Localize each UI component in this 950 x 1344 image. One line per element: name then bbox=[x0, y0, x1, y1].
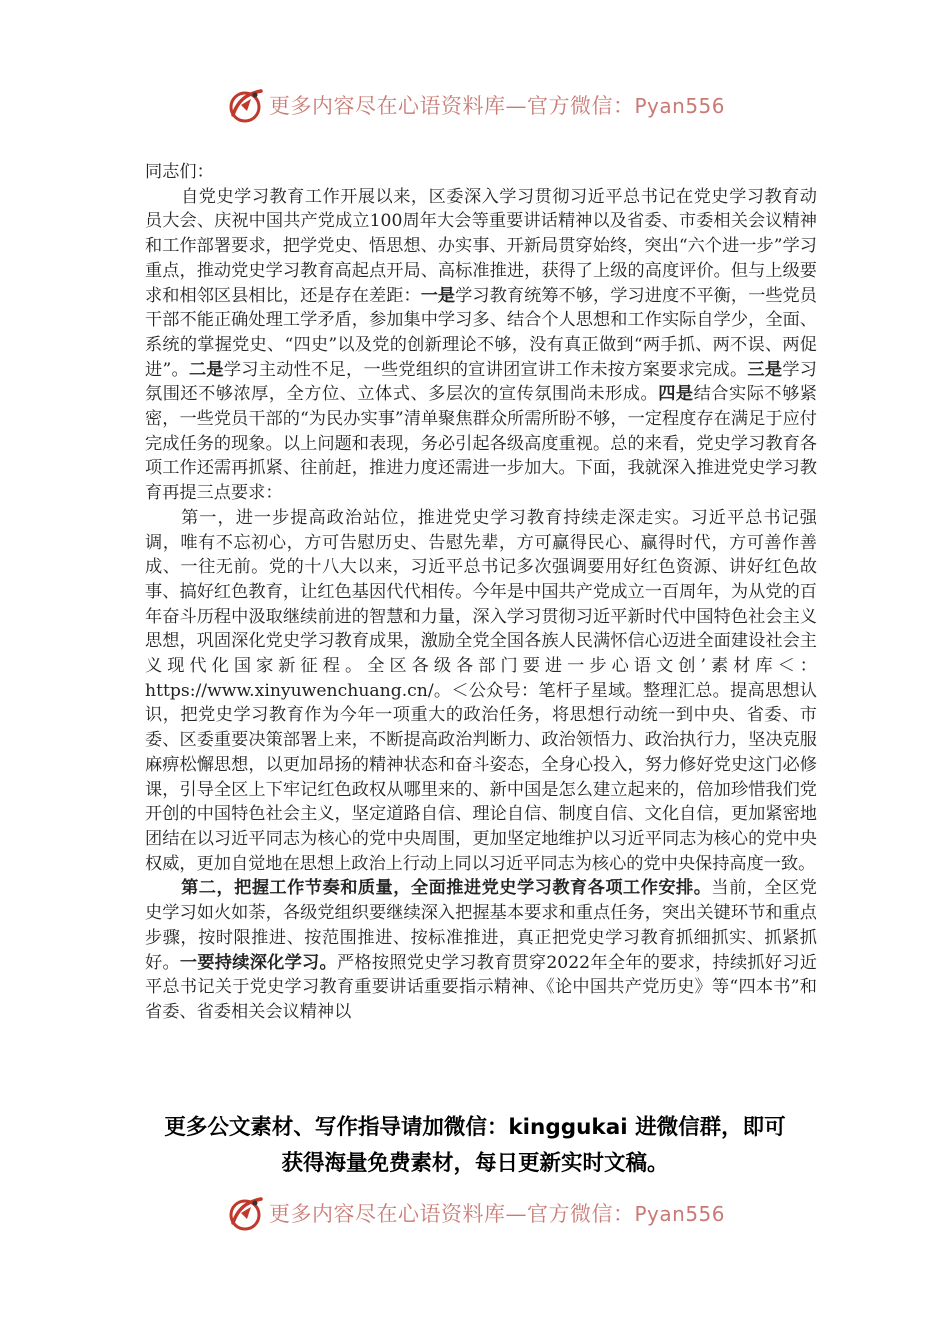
header-banner bbox=[0, 80, 950, 130]
header-banner-account: Pyan556 bbox=[634, 94, 725, 118]
promo-notice bbox=[120, 1110, 830, 1182]
promo-line-2: 获得海量免费素材，每日更新实时文稿。 bbox=[281, 1151, 669, 1176]
paragraph-1: 自党史学习教育工作开展以来，区委深入学习贯彻习近平总书记在党史学习教育动员大会、庆祝中国共产党成立100周年大会等重要讲话精神以及省委、市委相关会议精神和工作部署要求，把学党史、悟思想、办实事、开新局贯穿始终，突出“六个进一步”学习重点，推动党史学习教育高起点开局、高标准推进，获得了上级的高度评价。但与上级要求和相邻区县相比，还是存在差距：一是学习教育统筹不够，学习进度不平衡，一些党员干部不能正确处理工学矛盾，参加集中学习多、结合个人思想和工作实际自学少，全面、系统的掌握党史、“四史”以及党的创新理论不够，没有真正做到“两手抓、两不误、两促进”。二是学习主动性不足，一些党组织的宣讲团宣讲工作未按方案要求完成。三是学习氛围还不够浓厚，全方位、立体式、多层次的宣传氛围尚未形成。四是结合实际不够紧密，一些党员干部的“为民办实事”清单聚焦群众所需所盼不够，一定程度存在满足于应付完成任务的现象。以上问题和表现，务必引起各级高度重视。总的来看，党史学习教育各项工作还需再抓紧、往前赶，推进力度还需进一步加大。下面，我就深入推进党史学习教育再提三点要求： bbox=[145, 186, 817, 504]
paragraph-2: 第一，进一步提高政治站位，推进党史学习教育持续走深走实。习近平总书记强调，唯有不忘初心，方可告慰历史、告慰先辈，方可赢得民心、赢得时代，方可善作善成、一往无前。党的十八大以来，习近平总书记多次强调要用好红色资源、讲好红色故事、搞好红色教育，让红色基因代代相传。今年是中国共产党成立一百周年，为从党的百年奋斗历程中汲取继续前进的智慧和力量，深入学习贯彻习近平新时代中国特色社会主义思想，巩固深化党史学习教育成果，激励全党全国各族人民满怀信心迈进全面建设社会主义现代化国家新征程。全区各级各部门要进一步心语文创’素材库＜：https://www.xinyuwenchuang.cn/。＜公众号：笔杆子星域。整理汇总。提高思想认识，把党史学习教育作为今年一项重大的政治任务，将思想行动统一到中央、省委、市委、区委重要决策部署上来，不断提高政治判断力、政治领悟力、政治执行力，坚决克服麻痹松懈思想，以更加昂扬的精神状态和奋斗姿态，全身心投入，努力修好党史这门必修课，引导全区上下牢记红色政权从哪里来的、新中国是怎么建立起来的，倍加珍惜我们党开创的中国特色社会主义，坚定道路自信、理论自信、制度自信、文化自信，更加紧密地团结在以习近平同志为核心的党中央周围，更加坚定地维护以习近平同志为核心的党中央权威，更加自觉地在思想上政治上行动上同以习近平同志为核心的党中央保持高度一致。 bbox=[145, 507, 817, 874]
watermark-source-text: 全区各级各部门要进一步心语文创’素材库＜：https://www.xinyuwenchuang.cn/。＜公众号：笔杆子星域。整理汇总。 bbox=[145, 656, 817, 701]
document-body bbox=[145, 160, 817, 1025]
section-1-heading: 第一，进一步提高政治站位，推进党史学习教育持续走深走实。 bbox=[181, 507, 691, 528]
paragraph-3: 第二，把握工作节奏和质量，全面推进党史学习教育各项工作安排。当前，全区党史学习如火如荼，各级党组织要继续深入把握基本要求和重点任务，突出关键环节和重点步骤，按时限推进、按范围推进、按标准推进，真正把党史学习教育抓细抓实、抓紧抓好。一要持续深化学习。严格按照党史学习教育贯穿2022年全年的要求，持续抓好习近平总书记关于党史学习教育重要讲话重要指示精神、《论中国共产党历史》等“四本书”和省委、省委相关会议精神以 bbox=[145, 878, 817, 1022]
footer-banner-account: Pyan556 bbox=[634, 1202, 725, 1226]
promo-line-1: 更多公文素材、写作指导请加微信：kinggukai 进微信群，即可 bbox=[164, 1115, 786, 1140]
salutation: 同志们： bbox=[145, 162, 214, 182]
header-banner-text: 更多内容尽在心语资料库—官方微信：Pyan556 bbox=[268, 94, 725, 118]
footer-banner-text: 更多内容尽在心语资料库—官方微信：Pyan556 bbox=[268, 1202, 725, 1226]
brand-logo-icon bbox=[225, 85, 265, 125]
brand-logo-icon bbox=[225, 1193, 265, 1233]
footer-banner bbox=[0, 1188, 950, 1238]
section-2-heading: 第二，把握工作节奏和质量，全面推进党史学习教育各项工作安排。 bbox=[181, 878, 712, 899]
